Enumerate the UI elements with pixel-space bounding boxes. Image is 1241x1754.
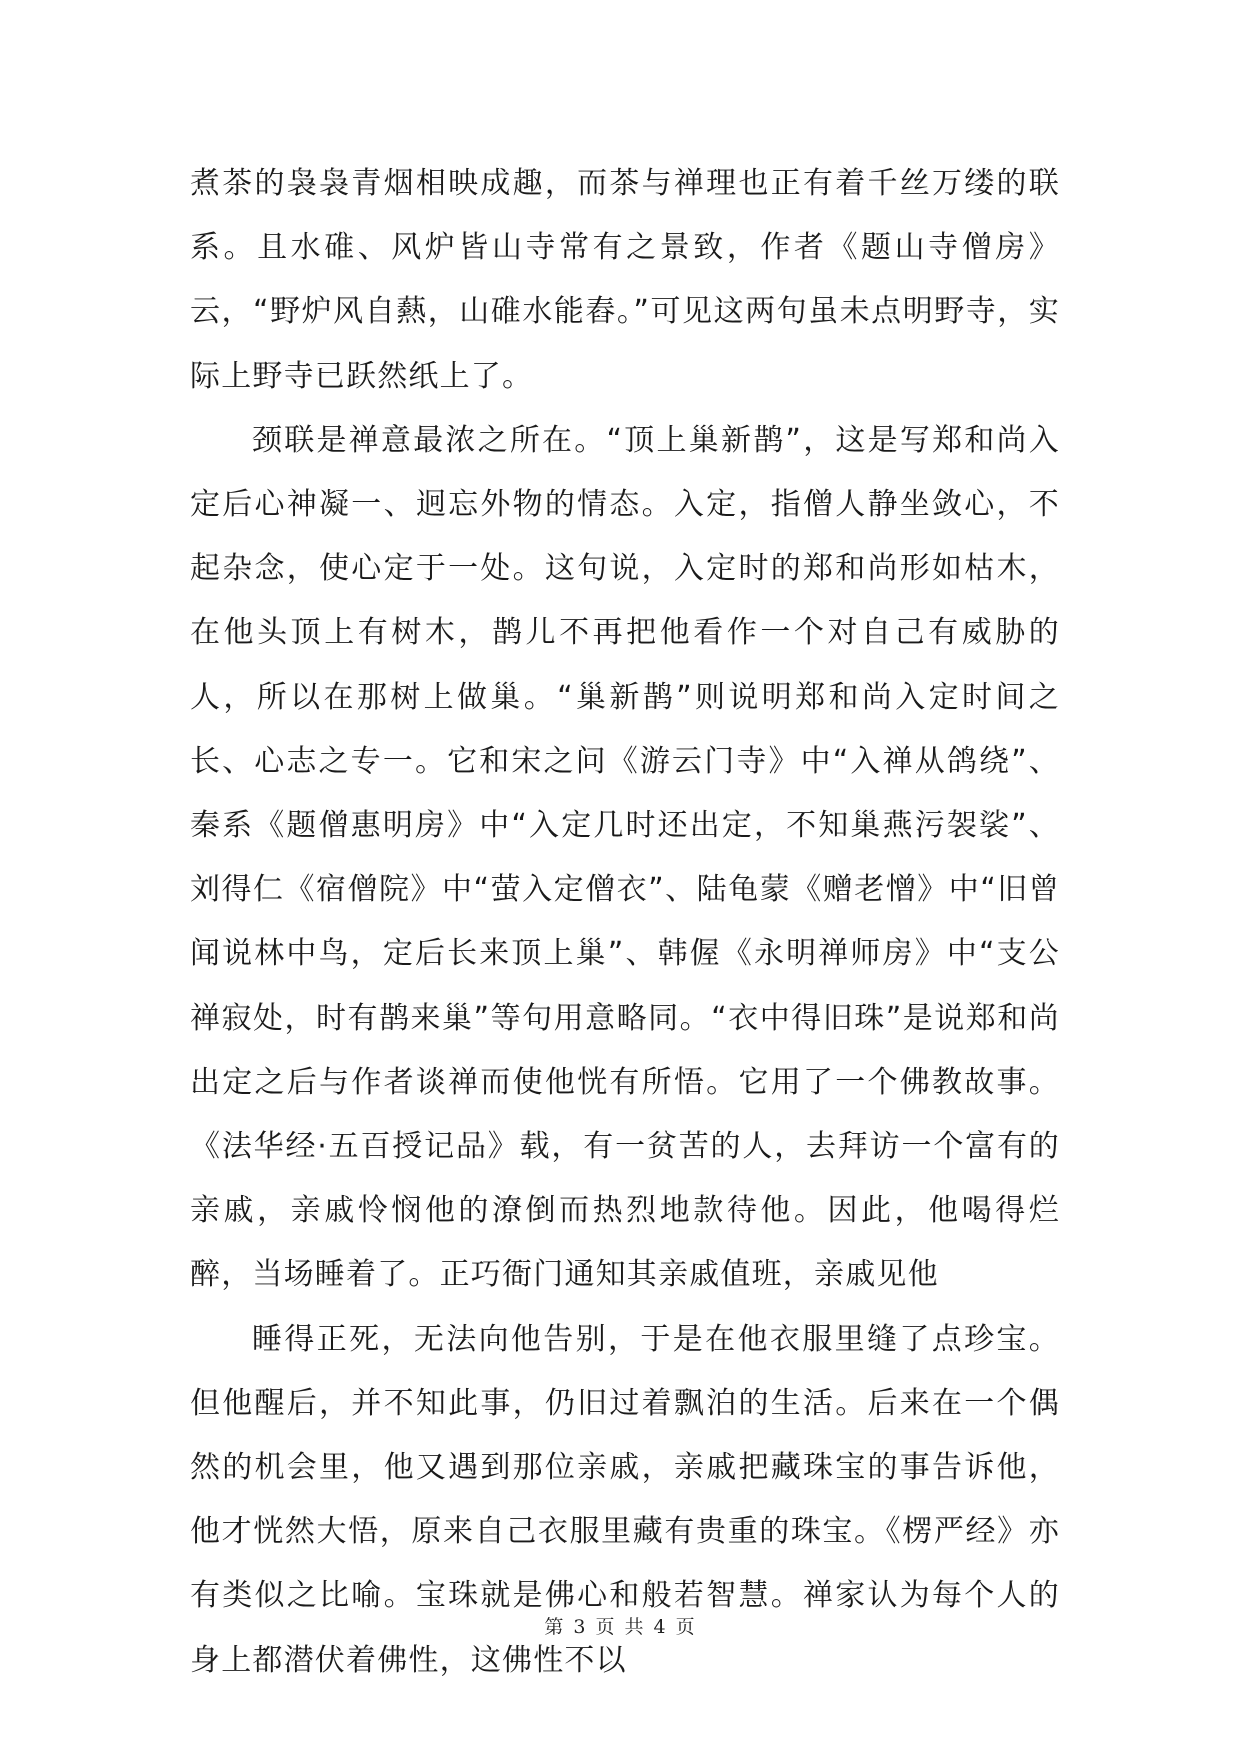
paragraph-neck-couplet: 颈联是禅意最浓之所在。“顶上巢新鹊”，这是写郑和尚入定后心神凝一、迥忘外物的情态。入定，指僧人静坐敛心，不起杂念，使心定于一处。这句说，入定时的郑和尚形如枯木，在他头顶上有树木，鹊儿不再把他看作一个对自己有威胁的人，所以在那树上做巢。“巢新鹊”则说明郑和尚入定时间之长、心志之专一。它和宋之问《游云门寺》中“入禅从鸽绕”、秦系《题僧惠明房》中“入定几时还出定，不知巢燕污袈裟”、刘得仁《宿僧院》中“萤入定僧衣”、陆龟蒙《赠老憎》中“旧曾闻说林中鸟，定后长来顶上巢”、韩偓《永明禅师房》中“支公禅寂处，时有鹊来巢”等句用意略同。“衣中得旧珠”是说郑和尚出定之后与作者谈禅而使他恍有所悟。它用了一个佛教故事。《法华经·五百授记品》载，有一贫苦的人，去拜访一个富有的亲戚，亲戚怜悯他的潦倒而热烈地款待他。因此，他喝得烂醉，当场睡着了。正巧衙门通知其亲戚值班，亲戚见他 (190, 422, 1060, 1293)
page-footer: 第 3 页 共 4 页 (544, 1616, 697, 1638)
paragraph-pearl-parable: 睡得正死，无法向他告别，于是在他衣服里缝了点珍宝。但他醒后，并不知此事，仍旧过着飘泊的生活。后来在一个偶然的机会里，他又遇到那位亲戚，亲戚把藏珠宝的事告诉他，他才恍然大悟，原来自己衣服里藏有贵重的珠宝。《楞严经》亦有类似之比喻。宝珠就是佛心和般若智慧。禅家认为每个人的身上都潜伏着佛性，这佛性不以 (190, 1321, 1060, 1678)
document-body (190, 152, 1060, 1693)
paragraph-continuation: 煮茶的袅袅青烟相映成趣，而茶与禅理也正有着千丝万缕的联系。且水碓、风炉皆山寺常有之景致，作者《题山寺僧房》云，“野炉风自爇，山碓水能舂。”可见这两句虽未点明野寺，实际上野寺已跃然纸上了。 (190, 166, 1060, 394)
